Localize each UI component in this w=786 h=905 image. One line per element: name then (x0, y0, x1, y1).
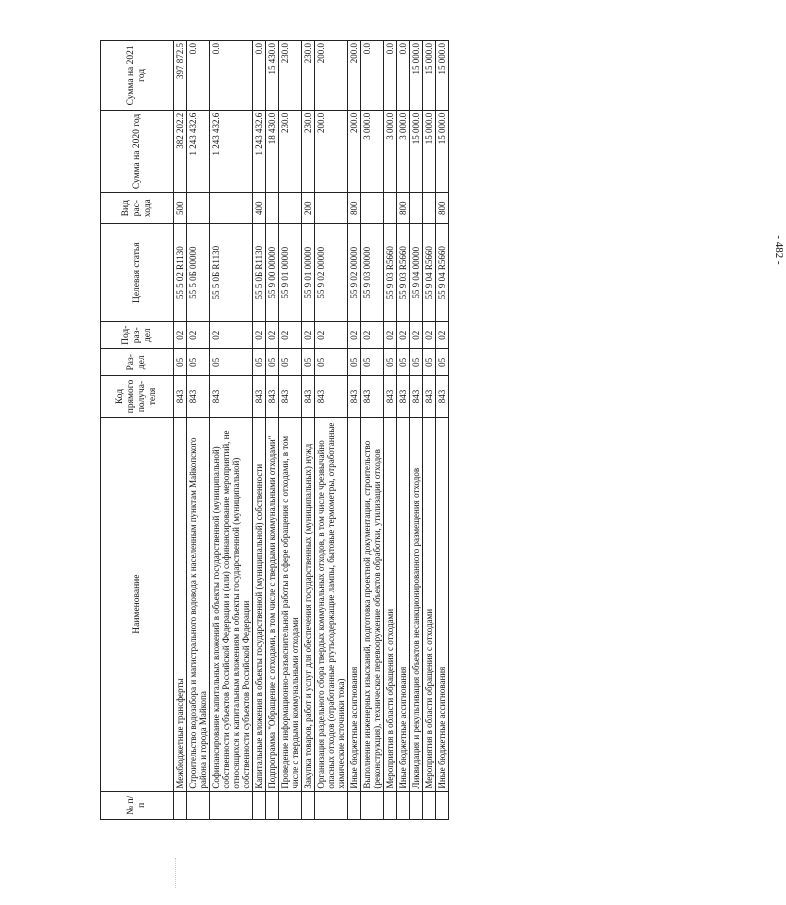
cell-number (384, 791, 397, 819)
cell-target-article: 55 5 02 R1130 (174, 224, 187, 322)
cell-section: 05 (253, 349, 266, 376)
header-name: Наименование (101, 417, 174, 791)
cell-sum-2020: 3 000.0 (361, 110, 384, 193)
cell-sum-2021: 15 430.0 (266, 41, 279, 111)
table-row (397, 41, 410, 820)
table-row (423, 41, 436, 820)
table-row (266, 41, 279, 820)
cell-sum-2020: 230.0 (302, 110, 315, 193)
cell-sum-2021: 230.0 (279, 41, 302, 111)
cell-sum-2020: 3 000.0 (384, 110, 397, 193)
cell-section: 05 (302, 349, 315, 376)
cell-section: 05 (397, 349, 410, 376)
cell-subsection: 02 (410, 322, 423, 349)
cell-recipient-code: 843 (436, 376, 449, 417)
header-subsection: Под-раз-дел (101, 322, 174, 349)
cell-number (174, 791, 187, 819)
cell-expense-type: 800 (397, 193, 410, 224)
cell-expense-type (187, 193, 210, 224)
cell-recipient-code: 843 (410, 376, 423, 417)
cell-target-article: 55 5 0Б R1130 (210, 224, 253, 322)
cell-target-article: 55 9 03 R5660 (397, 224, 410, 322)
cell-expense-type: 800 (348, 193, 361, 224)
header-recipient-code: Код прямого получа-теля (101, 376, 174, 417)
header-sum-2020: Сумма на 2020 год (101, 110, 174, 193)
cell-recipient-code: 843 (348, 376, 361, 417)
cell-name: Иные бюджетные ассигнования (397, 417, 410, 791)
cell-sum-2021: 230.0 (302, 41, 315, 111)
cell-number (397, 791, 410, 819)
table-row (436, 41, 449, 820)
cell-sum-2021: 0.0 (397, 41, 410, 111)
cell-section: 05 (266, 349, 279, 376)
cell-sum-2020: 15 000.0 (436, 110, 449, 193)
table-row (384, 41, 397, 820)
table-row (302, 41, 315, 820)
cell-subsection: 02 (210, 322, 253, 349)
page-number: - 482 - (773, 235, 785, 265)
cell-subsection: 02 (436, 322, 449, 349)
cell-sum-2020: 15 000.0 (423, 110, 436, 193)
cell-section: 05 (187, 349, 210, 376)
cell-sum-2021: 0.0 (361, 41, 384, 111)
cell-subsection: 02 (279, 322, 302, 349)
cell-expense-type: 400 (253, 193, 266, 224)
cell-recipient-code: 843 (361, 376, 384, 417)
scan-artifact (175, 858, 184, 888)
cell-name: Межбюджетные трансферты (174, 417, 187, 791)
cell-number (423, 791, 436, 819)
cell-section: 05 (410, 349, 423, 376)
table-row (187, 41, 210, 820)
cell-name: Проведение информационно-разъяснительной работы в сфере обращения с отходами, в том числе с твердыми коммунальными отходами (279, 417, 302, 791)
cell-name: Закупка товаров, работ и услуг для обеспечения государственных (муниципальных) нужд (302, 417, 315, 791)
cell-number (187, 791, 210, 819)
cell-recipient-code: 843 (210, 376, 253, 417)
table-row (361, 41, 384, 820)
cell-number (279, 791, 302, 819)
cell-expense-type (315, 193, 348, 224)
cell-name: Выполнение инженерных изысканий, подготовка проектной документации, строительство (реконструкция), техническое перевооружение объектов обработки, утилизации отходов (361, 417, 384, 791)
cell-name: Иные бюджетные ассигнования (436, 417, 449, 791)
cell-section: 05 (436, 349, 449, 376)
cell-target-article: 55 9 04 R5660 (436, 224, 449, 322)
cell-sum-2021: 200.0 (315, 41, 348, 111)
cell-recipient-code: 843 (302, 376, 315, 417)
cell-number (315, 791, 348, 819)
cell-target-article: 55 9 02 00000 (348, 224, 361, 322)
cell-subsection: 02 (266, 322, 279, 349)
cell-subsection: 02 (302, 322, 315, 349)
cell-sum-2021: 0.0 (187, 41, 210, 111)
cell-section: 05 (384, 349, 397, 376)
cell-sum-2020: 200.0 (315, 110, 348, 193)
cell-expense-type (279, 193, 302, 224)
cell-sum-2020: 230.0 (279, 110, 302, 193)
cell-target-article: 55 9 01 00000 (279, 224, 302, 322)
cell-number (410, 791, 423, 819)
cell-recipient-code: 843 (253, 376, 266, 417)
cell-recipient-code: 843 (397, 376, 410, 417)
cell-subsection: 02 (174, 322, 187, 349)
table-row (410, 41, 423, 820)
cell-sum-2020: 200.0 (348, 110, 361, 193)
cell-sum-2020: 18 430.0 (266, 110, 279, 193)
cell-recipient-code: 843 (266, 376, 279, 417)
cell-name: Строительство водозабора и магистрального водовода к населенным пунктам Майкопского района и города Майкопа (187, 417, 210, 791)
cell-sum-2021: 0.0 (253, 41, 266, 111)
header-expense-type: Вид рас-хода (101, 193, 174, 224)
cell-section: 05 (361, 349, 384, 376)
header-number: № п/п (101, 791, 174, 819)
cell-sum-2021: 200.0 (348, 41, 361, 111)
cell-number (253, 791, 266, 819)
cell-target-article: 55 9 00 00000 (266, 224, 279, 322)
cell-subsection: 02 (361, 322, 384, 349)
cell-expense-type (266, 193, 279, 224)
cell-sum-2021: 15 000.0 (410, 41, 423, 111)
cell-section: 05 (423, 349, 436, 376)
header-target-article: Целевая статья (101, 224, 174, 322)
cell-target-article: 55 9 03 R5660 (384, 224, 397, 322)
cell-number (361, 791, 384, 819)
table-row (253, 41, 266, 820)
cell-expense-type (361, 193, 384, 224)
table-row (174, 41, 187, 820)
cell-number (266, 791, 279, 819)
cell-number (436, 791, 449, 819)
cell-number (302, 791, 315, 819)
cell-name: Ликвидация и рекультивация объектов несанкционированного размещения отходов (410, 417, 423, 791)
cell-expense-type (384, 193, 397, 224)
cell-recipient-code: 843 (279, 376, 302, 417)
cell-target-article: 55 9 01 00000 (302, 224, 315, 322)
cell-section: 05 (279, 349, 302, 376)
cell-subsection: 02 (423, 322, 436, 349)
cell-name: Подпрограмма "Обращение с отходами, в том числе с твердыми коммунальными отходами" (266, 417, 279, 791)
cell-target-article: 55 9 04 R5660 (423, 224, 436, 322)
cell-sum-2020: 3 000.0 (397, 110, 410, 193)
cell-expense-type: 800 (436, 193, 449, 224)
table-row (315, 41, 348, 820)
cell-section: 05 (315, 349, 348, 376)
cell-name: Иные бюджетные ассигнования (348, 417, 361, 791)
cell-sum-2020: 382 202.2 (174, 110, 187, 193)
cell-name: Организация раздельного сбора твердых коммунальных отходов, в том числе чрезвычайно опасных отходов (отработанные ртутьсодержащие лампы, бытовые термометры, отработанные химические источники тока) (315, 417, 348, 791)
cell-sum-2020: 1 243 432.6 (187, 110, 210, 193)
header-sum-2021: Сумма на 2021 год (101, 41, 174, 111)
cell-subsection: 02 (315, 322, 348, 349)
cell-sum-2021: 397 872.5 (174, 41, 187, 111)
cell-expense-type: 500 (174, 193, 187, 224)
cell-number (348, 791, 361, 819)
cell-name: Софинансирование капитальных вложений в объекты государственной (муниципальной) собственности субъектов Российской Федерации и (или) софинансирование мероприятий, не относящихся к капитальным вложениям в объекты государственной (муниципальной) собственности субъектов Российской Федерации (210, 417, 253, 791)
table-body (174, 41, 449, 820)
cell-name: Мероприятия в области обращения с отходами (384, 417, 397, 791)
cell-expense-type (210, 193, 253, 224)
cell-section: 05 (174, 349, 187, 376)
cell-subsection: 02 (384, 322, 397, 349)
cell-target-article: 55 9 02 00000 (315, 224, 348, 322)
cell-expense-type (423, 193, 436, 224)
cell-expense-type: 200 (302, 193, 315, 224)
cell-sum-2020: 15 000.0 (410, 110, 423, 193)
cell-subsection: 02 (348, 322, 361, 349)
cell-name: Капитальные вложения в объекты государственной (муниципальной) собственности (253, 417, 266, 791)
cell-sum-2020: 1 243 432.6 (210, 110, 253, 193)
cell-section: 05 (210, 349, 253, 376)
cell-sum-2021: 15 000.0 (436, 41, 449, 111)
cell-name: Мероприятия в области обращения с отходами (423, 417, 436, 791)
cell-subsection: 02 (253, 322, 266, 349)
table-row (279, 41, 302, 820)
cell-target-article: 55 9 04 00000 (410, 224, 423, 322)
cell-target-article: 55 5 0Б 00000 (187, 224, 210, 322)
cell-subsection: 02 (187, 322, 210, 349)
cell-recipient-code: 843 (174, 376, 187, 417)
table-row (210, 41, 253, 820)
cell-sum-2020: 1 243 432.6 (253, 110, 266, 193)
cell-sum-2021: 15 000.0 (423, 41, 436, 111)
cell-subsection: 02 (397, 322, 410, 349)
cell-recipient-code: 843 (187, 376, 210, 417)
header-row (101, 41, 174, 820)
rotated-table-frame (100, 40, 600, 820)
cell-section: 05 (348, 349, 361, 376)
cell-recipient-code: 843 (384, 376, 397, 417)
cell-sum-2021: 0.0 (384, 41, 397, 111)
cell-sum-2021: 0.0 (210, 41, 253, 111)
cell-target-article: 55 9 03 00000 (361, 224, 384, 322)
table-row (348, 41, 361, 820)
cell-target-article: 55 5 0Б R1130 (253, 224, 266, 322)
header-section: Раз-дел (101, 349, 174, 376)
cell-number (210, 791, 253, 819)
cell-recipient-code: 843 (423, 376, 436, 417)
budget-table (100, 40, 449, 820)
cell-expense-type (410, 193, 423, 224)
cell-recipient-code: 843 (315, 376, 348, 417)
